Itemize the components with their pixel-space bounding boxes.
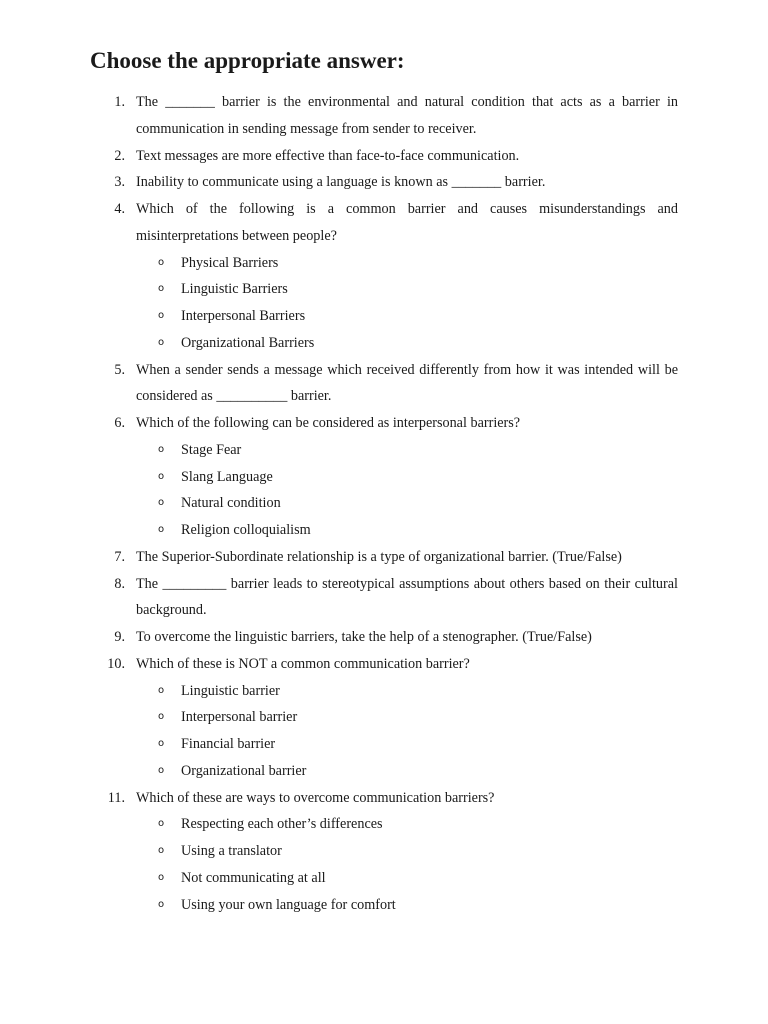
question-text: The _______ barrier is the environmental and natural condition that acts as a barrier in communication in sending message from sender to receiver.: [136, 94, 678, 137]
question-number: 3.: [114, 174, 125, 191]
option-item: [136, 838, 678, 865]
option-item: [136, 276, 678, 303]
option-item: [136, 303, 678, 330]
option-text: Organizational Barriers: [181, 334, 315, 351]
option-text: Physical Barriers: [181, 254, 279, 271]
question-text: Which of the following can be considered as interpersonal barriers?: [136, 415, 521, 431]
option-item: [136, 464, 678, 491]
option-text: Religion colloquialism: [181, 522, 311, 538]
option-list: [136, 678, 678, 785]
option-item: [136, 758, 678, 785]
circle-bullet-icon: o: [158, 336, 165, 348]
option-text: Using your own language for comfort: [181, 896, 396, 913]
question-text: Which of these is NOT a common communication barrier?: [136, 655, 470, 672]
option-text: Stage Fear: [181, 441, 242, 458]
option-text: Natural condition: [181, 495, 281, 512]
circle-bullet-icon: o: [158, 871, 165, 883]
circle-bullet-icon: o: [158, 845, 165, 856]
question-text: Which of the following is a common barrier and causes misunderstandings and misinterpretations between people?: [136, 201, 678, 244]
option-item: [136, 678, 678, 705]
option-item: [136, 330, 678, 357]
question-number: 2.: [114, 147, 125, 164]
question-item: [0, 357, 768, 411]
option-text: Organizational barrier: [181, 762, 307, 779]
option-item: [136, 865, 678, 892]
circle-bullet-icon: o: [158, 443, 165, 455]
option-item: [136, 250, 678, 277]
option-item: [136, 731, 678, 758]
question-item: [0, 410, 768, 544]
option-text: Linguistic barrier: [181, 682, 280, 699]
option-item: [136, 704, 678, 731]
question-text: The _________ barrier leads to stereotypical assumptions about others based on their cultural background.: [136, 575, 678, 619]
option-item: [136, 811, 678, 838]
question-number: 9.: [114, 629, 125, 645]
question-item: [0, 571, 768, 625]
option-text: Slang Language: [181, 468, 273, 485]
circle-bullet-icon: o: [158, 470, 165, 482]
question-text: Which of these are ways to overcome communication barriers?: [136, 789, 495, 806]
option-text: Interpersonal barrier: [181, 709, 298, 726]
worksheet-heading: Choose the appropriate answer:: [90, 48, 405, 73]
question-text: Text messages are more effective than face-to-face communication.: [136, 147, 520, 164]
option-text: Interpersonal Barriers: [181, 308, 306, 324]
question-text: To overcome the linguistic barriers, take the help of a stenographer. (True/False): [136, 629, 592, 645]
question-item: [0, 196, 768, 357]
question-text: Inability to communicate using a language is known as _______ barrier.: [136, 174, 546, 191]
question-list: [0, 89, 768, 918]
option-list: [136, 250, 678, 357]
question-number: 4.: [114, 201, 125, 217]
option-item: [136, 517, 678, 544]
option-text: Financial barrier: [181, 736, 276, 752]
question-text: When a sender sends a message which received differently from how it was intended will be considered as __________ barrier.: [136, 361, 678, 405]
circle-bullet-icon: o: [158, 738, 165, 749]
circle-bullet-icon: o: [158, 711, 165, 723]
question-item: [0, 143, 768, 170]
question-number: 5.: [114, 361, 125, 378]
circle-bullet-icon: o: [158, 524, 165, 535]
option-item: [136, 490, 678, 517]
question-item: [0, 544, 768, 571]
question-item: [0, 785, 768, 919]
circle-bullet-icon: o: [158, 497, 165, 509]
option-text: Using a translator: [181, 843, 282, 859]
option-item: [136, 437, 678, 464]
question-item: [0, 89, 768, 143]
question-number: 11.: [107, 789, 125, 806]
option-item: [136, 892, 678, 919]
question-item: [0, 169, 768, 196]
question-text: The Superior-Subordinate relationship is a type of organizational barrier. (True/False): [136, 548, 622, 565]
circle-bullet-icon: o: [158, 283, 165, 295]
circle-bullet-icon: o: [158, 684, 165, 696]
question-number: 8.: [114, 575, 125, 592]
circle-bullet-icon: o: [158, 256, 165, 268]
option-text: Respecting each other’s differences: [181, 816, 383, 833]
question-item: [0, 624, 768, 651]
question-number: 1.: [114, 94, 125, 110]
circle-bullet-icon: o: [158, 310, 165, 321]
question-number: 6.: [114, 415, 125, 431]
option-text: Linguistic Barriers: [181, 281, 288, 298]
question-item: [0, 651, 768, 785]
option-text: Not communicating at all: [181, 869, 326, 886]
question-number: 10.: [107, 655, 125, 672]
circle-bullet-icon: o: [158, 898, 165, 910]
question-number: 7.: [114, 548, 125, 565]
option-list: [136, 437, 678, 544]
circle-bullet-icon: o: [158, 818, 165, 830]
circle-bullet-icon: o: [158, 764, 165, 776]
option-list: [136, 811, 678, 918]
